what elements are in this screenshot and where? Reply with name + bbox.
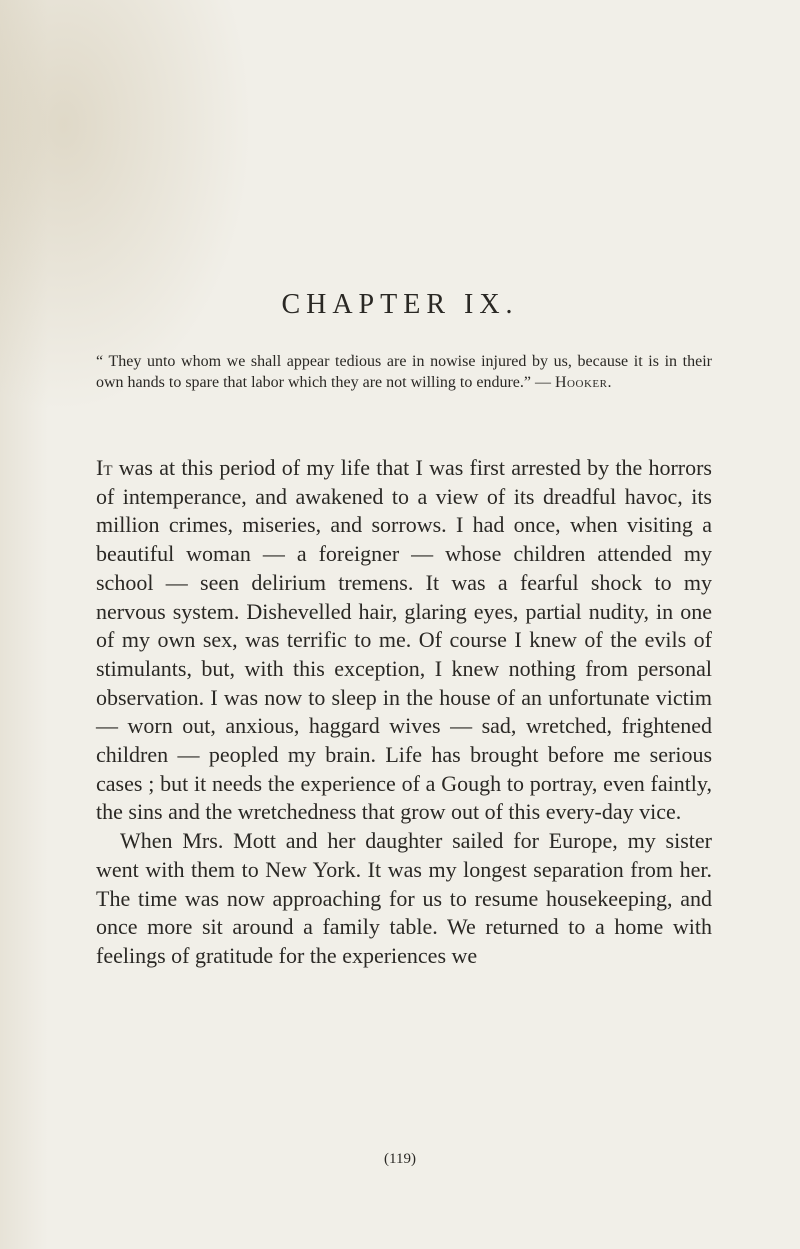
body-text [96, 454, 712, 971]
epigraph [96, 351, 712, 393]
paragraph-1 [96, 454, 712, 827]
paragraph-lead-word: It [96, 455, 113, 480]
chapter-heading: CHAPTER IX. [281, 289, 519, 320]
paragraph-2: When Mrs. Mott and her daughter sailed for Europe, my sister went with them to New York. It was my longest separation from her. The time was now approaching for us to resume housekeeping, and once more sit around a family table. We returned to a home with feelings of gratitude for the experiences we [96, 828, 712, 968]
page-number: (119) [384, 1151, 416, 1167]
paragraph-1-text: was at this period of my life that I was first arrested by the horrors of intemperance, and awakened to a view of its dreadful havoc, its million crimes, miseries, and sorrows. I had once, when visiting a beautiful woman — a foreigner — whose children attended my school — seen delirium tremens. It was a fearful shock to my nervous system. Dishevelled hair, glaring eyes, partial nudity, in one of my own sex, was terrific to me. Of course I knew of the evils of stimulants, but, with this exception, I knew nothing from personal observation. I was now to sleep in the house of an unfortunate victim — worn out, anxious, haggard wives — sad, wretched, frightened children — peopled my brain. Life has brought before me serious cases ; but it needs the experience of a Gough to portray, even faintly, the sins and the wretchedness that grow out of this every-day vice. [96, 455, 712, 825]
epigraph-quote: “ They unto whom we shall appear tedious are in nowise injured by us, because it is in their own hands to spare that labor which they are not willing to endure.” — [96, 353, 712, 391]
epigraph-author: Hooker. [555, 374, 612, 391]
